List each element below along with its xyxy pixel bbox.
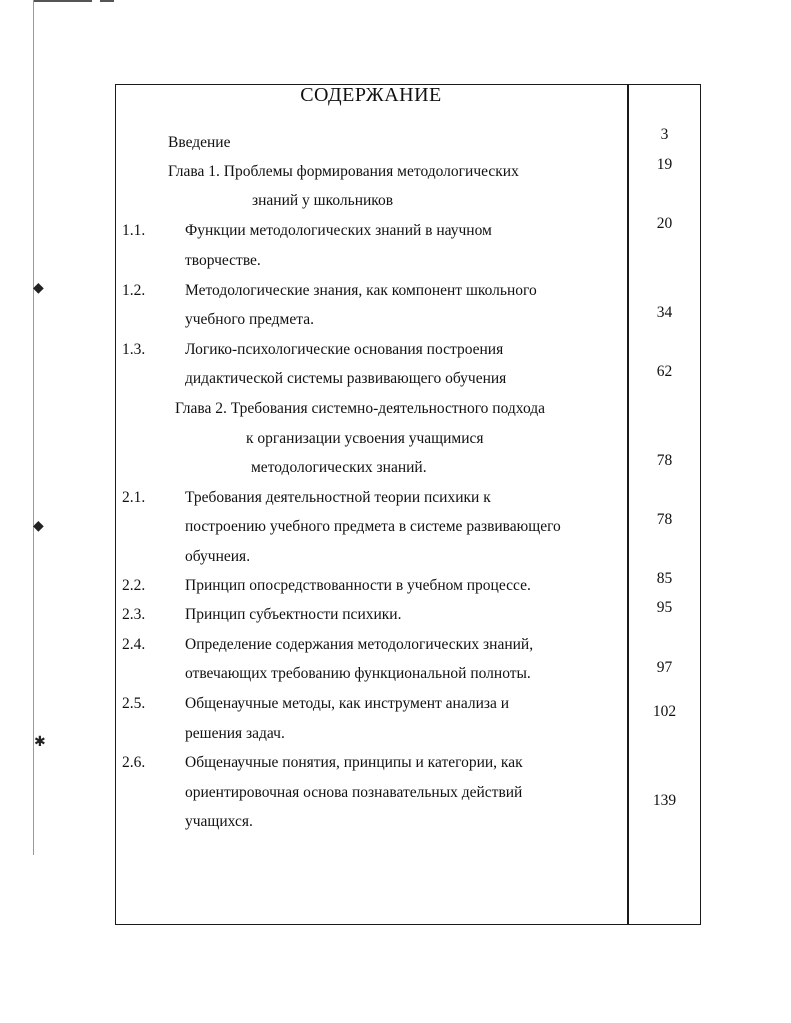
toc-section-2-1-cont: обучнеия. — [185, 548, 251, 565]
toc-page-2-3: 95 — [656, 599, 673, 616]
toc-section-number: 2.5. — [122, 695, 146, 712]
toc-section-1-2: Методологические знания, как компонент школьного — [185, 282, 537, 299]
toc-section-2-4: Определение содержания методологических знаний, — [185, 636, 534, 653]
toc-chapter-2-title-cont: методологических знаний. — [251, 459, 427, 476]
toc-section-1-3-cont: дидактической системы развивающего обучения — [185, 370, 507, 387]
toc-section-2-3: Принцип субъектности психики. — [185, 606, 402, 623]
scan-bullet-dot: ✱ — [34, 735, 46, 750]
toc-section-2-4-cont: отвечающих требованию функциональной полноты. — [185, 665, 531, 682]
toc-section-number: 2.4. — [122, 636, 146, 653]
toc-page-2-5: 102 — [652, 703, 677, 720]
toc-section-number: 2.2. — [122, 577, 146, 594]
scan-top-mark — [100, 0, 114, 2]
toc-page-2-4: 97 — [656, 659, 673, 676]
toc-page-1-2: 34 — [656, 304, 673, 321]
toc-section-number: 1.2. — [122, 282, 146, 299]
toc-page-intro: 3 — [660, 126, 669, 143]
toc-section-2-6-cont: учащихся. — [185, 813, 253, 830]
scan-bullet-dot: ◆ — [33, 281, 44, 296]
toc-page-1-1: 20 — [656, 215, 673, 232]
toc-section-number: 1.1. — [122, 222, 146, 239]
toc-chapter-1-title-cont: знаний у школьников — [252, 192, 394, 209]
toc-section-1-1: Функции методологических знаний в научном — [185, 222, 492, 239]
toc-section-2-5: Общенаучные методы, как инструмент анализа и — [185, 695, 510, 712]
toc-section-2-1-cont: построению учебного предмета в системе развивающего — [185, 518, 561, 535]
scan-top-mark — [34, 0, 92, 2]
toc-section-number: 2.1. — [122, 489, 146, 506]
scan-bullet-dot: ◆ — [33, 519, 44, 534]
scan-margin-line — [33, 0, 34, 855]
toc-page-2-2: 85 — [656, 570, 673, 587]
contents-title: СОДЕРЖАНИЕ — [300, 84, 442, 106]
toc-chapter-1-title: Глава 1. Проблемы формирования методологических — [168, 163, 519, 180]
toc-section-2-2: Принцип опосредствованности в учебном процессе. — [185, 577, 531, 594]
toc-section-number: 1.3. — [122, 341, 146, 358]
toc-chapter-2-title: Глава 2. Требования системно-деятельностного подхода — [175, 400, 546, 417]
toc-entry-intro: Введение — [168, 134, 231, 151]
toc-page-2-6: 139 — [652, 792, 677, 809]
toc-section-1-3: Логико-психологические основания построения — [185, 341, 504, 358]
toc-section-number: 2.3. — [122, 606, 146, 623]
toc-section-2-6: Общенаучные понятия, принципы и категории, как — [185, 754, 523, 771]
toc-section-2-5-cont: решения задач. — [185, 725, 285, 742]
toc-page-chapter-2: 78 — [656, 452, 673, 469]
toc-section-2-6-cont: ориентировочная основа познавательных действий — [185, 784, 523, 801]
toc-page-1-3: 62 — [656, 363, 673, 380]
toc-section-1-1-cont: творчестве. — [185, 252, 261, 269]
toc-page-2-1: 78 — [656, 511, 673, 528]
toc-section-1-2-cont: учебного предмета. — [185, 311, 314, 328]
toc-section-2-1: Требования деятельностной теории психики к — [185, 489, 491, 506]
toc-chapter-2-title-cont: к организации усвоения учащимися — [246, 430, 484, 447]
toc-page-chapter-1: 19 — [656, 156, 673, 173]
toc-section-number: 2.6. — [122, 754, 146, 771]
